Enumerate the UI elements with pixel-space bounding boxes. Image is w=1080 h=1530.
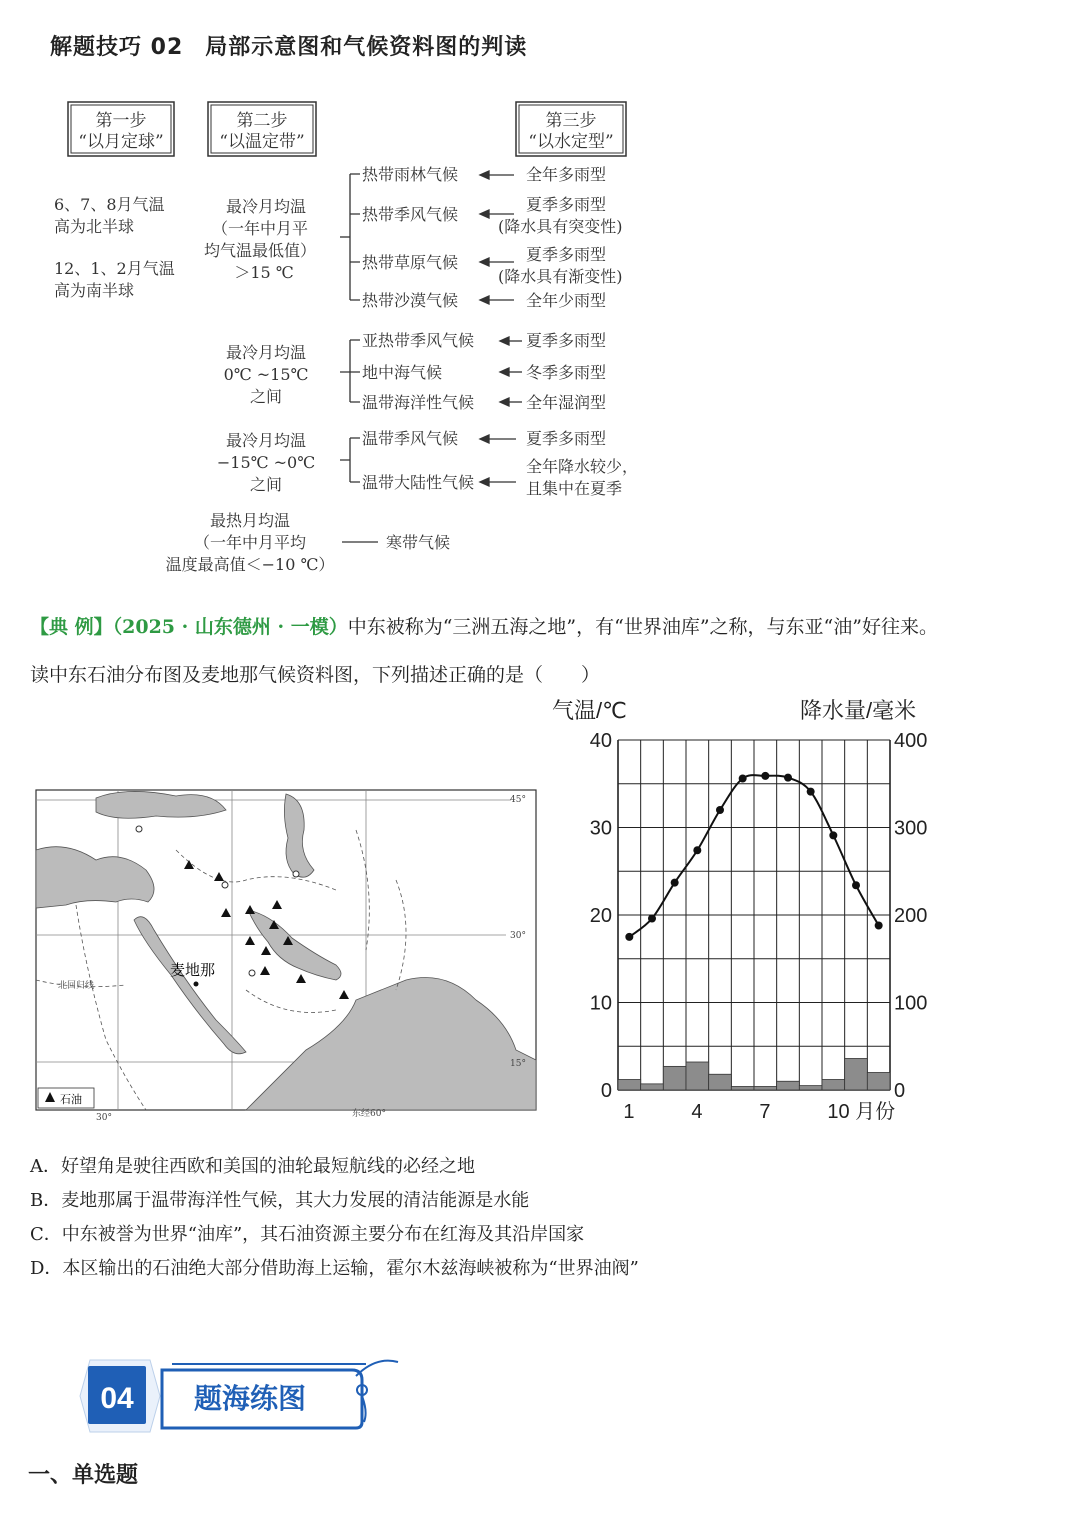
temp-point — [716, 806, 724, 814]
y-right-tick: 100 — [894, 992, 928, 1015]
svg-text:(降水具有突变性): (降水具有突变性) — [498, 217, 623, 236]
svg-text:12、1、2月气温: 12、1、2月气温 — [54, 259, 175, 278]
svg-text:温带季风气候: 温带季风气候 — [362, 429, 459, 448]
temp-point — [648, 915, 656, 923]
step-box-1 — [68, 102, 174, 156]
svg-text:温带大陆性气候: 温带大陆性气候 — [362, 473, 475, 492]
svg-text:均气温最低值）: 均气温最低值） — [203, 241, 317, 260]
step-box-3 — [516, 102, 626, 156]
temp-axis-title: 气温/℃ — [552, 698, 627, 723]
svg-text:之间: 之间 — [249, 387, 283, 406]
badge-number: 04 — [100, 1382, 134, 1415]
option-b[interactable]: B．麦地那属于温带海洋性气候，其大力发展的清洁能源是水能 — [30, 1190, 530, 1211]
svg-text:亚热带季风气候: 亚热带季风气候 — [362, 331, 475, 350]
step-box-2 — [208, 102, 316, 156]
y-right-tick: 400 — [894, 730, 928, 752]
precip-axis-title: 降水量/毫米 — [800, 698, 917, 723]
svg-text:夏季多雨型: 夏季多雨型 — [526, 429, 607, 448]
svg-text:第一步: 第一步 — [95, 111, 147, 131]
svg-text:6、7、8月气温: 6、7、8月气温 — [54, 195, 165, 214]
temp-point — [784, 774, 792, 782]
option-c[interactable]: C．中东被誉为世界“油库”，其石油资源主要分布在红海及其沿岸国家 — [30, 1224, 585, 1245]
precip-bar — [663, 1066, 686, 1090]
temp-point — [761, 772, 769, 780]
svg-text:全年少雨型: 全年少雨型 — [526, 291, 607, 310]
svg-text:−15℃ ~0℃: −15℃ ~0℃ — [216, 453, 316, 472]
lat-label-45: 45° — [510, 795, 526, 805]
svg-text:高为南半球: 高为南半球 — [54, 281, 135, 300]
subtropical-rain — [526, 331, 606, 412]
y-left-tick: 30 — [589, 817, 612, 840]
temp-point — [852, 881, 860, 889]
lon-label-30: 30° — [96, 1113, 112, 1123]
temp-point — [829, 831, 837, 839]
lon-label-60: 东经60° — [352, 1109, 386, 1119]
section-heading: 一、单选题 — [28, 1463, 139, 1488]
svg-text:“以水定型”: “以水定型” — [528, 132, 614, 152]
option-d[interactable]: D．本区输出的石油绝大部分借助海上运输，霍尔木兹海峡被称为“世界油阀” — [30, 1258, 639, 1279]
svg-text:之间: 之间 — [249, 475, 283, 494]
svg-text:“以温定带”: “以温定带” — [219, 132, 305, 152]
svg-text:0℃ ~15℃: 0℃ ~15℃ — [223, 365, 309, 384]
svg-text:(降水具有渐变性): (降水具有渐变性) — [498, 267, 623, 286]
temp-point — [875, 922, 883, 930]
svg-text:＞15 ℃: ＞15 ℃ — [234, 263, 294, 282]
example-question: 读中东石油分布图及麦地那气候资料图，下列描述正确的是（ ） — [30, 664, 601, 686]
svg-text:温度最高值＜−10 ℃）: 温度最高值＜−10 ℃） — [165, 555, 335, 574]
subtropical-temp-text — [224, 343, 309, 406]
badge-label: 题海练图 — [194, 1382, 307, 1415]
temp-point — [739, 775, 747, 783]
svg-text:第三步: 第三步 — [545, 111, 597, 131]
svg-text:最冷月均温: 最冷月均温 — [225, 197, 307, 216]
x-tick: 10 月份 — [827, 1101, 896, 1123]
temperate-rain — [526, 429, 638, 498]
medina-climate-chart — [548, 688, 938, 1128]
y-right-tick: 0 — [894, 1080, 906, 1102]
climate-flowchart — [54, 96, 650, 582]
svg-text:温带海洋性气候: 温带海洋性气候 — [362, 393, 475, 412]
svg-text:冬季多雨型: 冬季多雨型 — [526, 363, 607, 382]
x-tick: 4 — [691, 1101, 703, 1123]
map-legend — [38, 1088, 94, 1108]
svg-text:全年湿润型: 全年湿润型 — [526, 393, 607, 412]
temp-point — [625, 933, 633, 941]
option-a[interactable]: A．好望角是驶往西欧和美国的油轮最短航线的必经之地 — [30, 1156, 475, 1177]
svg-text:全年多雨型: 全年多雨型 — [526, 165, 607, 184]
svg-text:最冷月均温: 最冷月均温 — [225, 343, 307, 362]
precip-bar — [686, 1062, 709, 1090]
y-left-tick: 40 — [589, 730, 612, 752]
svg-text:（一年中月平: （一年中月平 — [211, 219, 309, 238]
precip-bar — [867, 1073, 890, 1091]
temperate-temp-text — [217, 431, 315, 494]
tropical-rain — [498, 165, 623, 310]
frigid-climate: 寒带气候 — [386, 533, 451, 552]
tropical-temp-text — [204, 197, 316, 282]
svg-text:最冷月均温: 最冷月均温 — [225, 431, 307, 450]
y-right-tick: 200 — [894, 905, 928, 927]
svg-text:热带沙漠气候: 热带沙漠气候 — [362, 291, 459, 310]
temp-point — [807, 788, 815, 796]
precip-bar — [822, 1080, 845, 1091]
svg-text:第二步: 第二步 — [236, 111, 288, 131]
lat-label-15: 15° — [510, 1059, 526, 1069]
svg-text:地中海气候: 地中海气候 — [362, 363, 443, 382]
hemisphere-text — [54, 195, 175, 300]
svg-text:热带草原气候: 热带草原气候 — [362, 253, 459, 272]
svg-text:夏季多雨型: 夏季多雨型 — [526, 331, 607, 350]
y-left-tick: 20 — [589, 905, 612, 927]
tropical-climates — [362, 165, 458, 310]
example-intro: 【典 例】（2025 · 山东德州 · 一模）中东被称为“三洲五海之地”，有“世界油库”之称，与东亚“油”好往来。 — [30, 616, 938, 638]
svg-text:高为北半球: 高为北半球 — [54, 217, 135, 236]
subtropical-climates — [362, 331, 474, 412]
svg-text:且集中在夏季: 且集中在夏季 — [526, 479, 623, 498]
svg-text:“以月定球”: “以月定球” — [78, 132, 164, 152]
frigid-temp-text — [166, 511, 335, 574]
svg-text:最热月均温: 最热月均温 — [209, 511, 291, 530]
svg-text:全年降水较少，: 全年降水较少， — [526, 457, 639, 476]
temperate-climates — [362, 429, 474, 492]
precip-bar — [641, 1084, 664, 1090]
lat-label-30: 30° — [510, 931, 526, 941]
precip-bar — [845, 1059, 868, 1091]
temp-point — [671, 879, 679, 887]
temp-point — [693, 846, 701, 854]
medina-dot — [194, 982, 199, 987]
svg-text:（一年中月平均: （一年中月平均 — [193, 533, 307, 552]
page-title: 解题技巧 02 局部示意图和气候资料图的判读 — [50, 35, 528, 60]
y-left-tick: 10 — [589, 992, 612, 1015]
tropic-label: 北回归线 — [58, 981, 95, 991]
medina-label: 麦地那 — [170, 961, 216, 979]
svg-text:热带雨林气候: 热带雨林气候 — [362, 165, 459, 184]
precip-bar — [777, 1081, 800, 1090]
y-right-tick: 300 — [894, 817, 928, 840]
svg-text:夏季多雨型: 夏季多雨型 — [526, 245, 607, 264]
precip-bar — [709, 1074, 732, 1090]
svg-text:热带季风气候: 热带季风气候 — [362, 205, 459, 224]
svg-text:石油: 石油 — [60, 1093, 82, 1106]
precip-bar — [618, 1080, 641, 1091]
precip-bar — [731, 1087, 754, 1091]
precip-bar — [754, 1087, 777, 1091]
chart-grid — [618, 740, 890, 1090]
y-left-tick: 0 — [600, 1080, 612, 1102]
section-badge — [76, 1356, 406, 1436]
svg-text:夏季多雨型: 夏季多雨型 — [526, 195, 607, 214]
x-tick: 7 — [759, 1101, 771, 1123]
x-tick: 1 — [623, 1101, 635, 1123]
precip-bar — [799, 1086, 822, 1090]
